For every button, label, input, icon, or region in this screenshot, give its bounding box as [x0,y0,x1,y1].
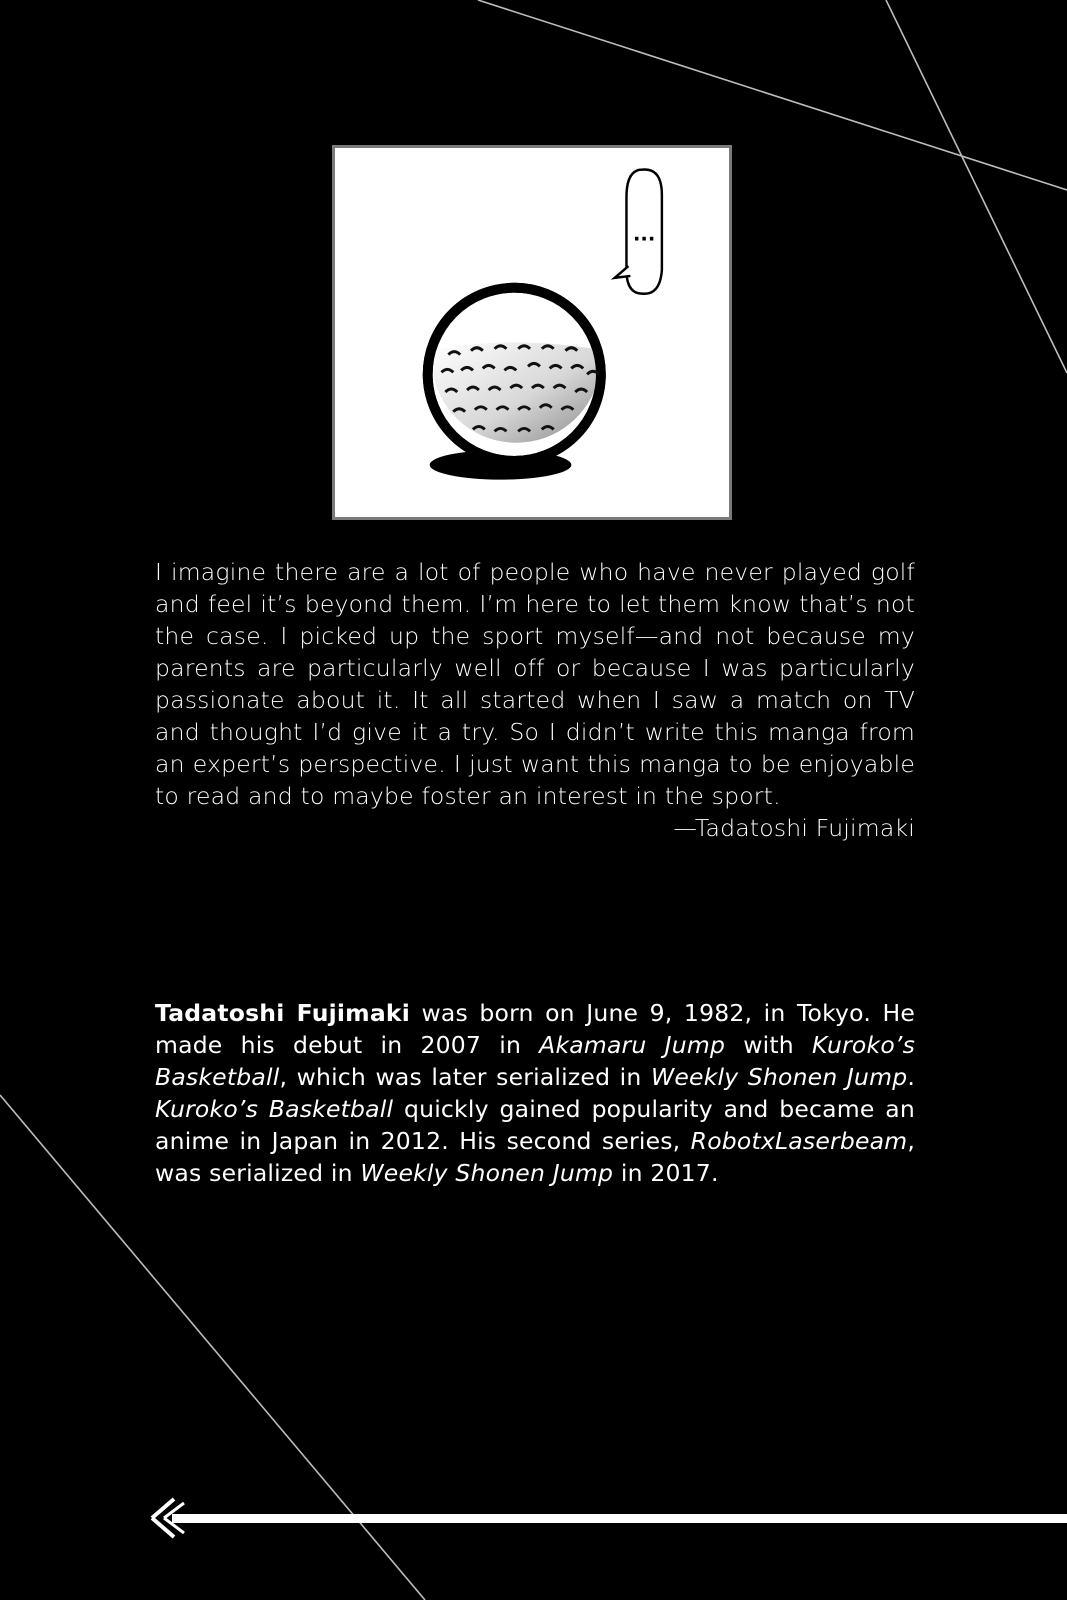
bio-text-segment: was born on June 9, 1982, in Tokyo. He made his debut in 2007 in [155,999,915,1059]
bio-text-segment: . [907,1063,915,1091]
bio-series-title: Kuroko’s Basketball [155,1095,394,1123]
speech-bubble-text: ... [632,222,656,246]
bio-text-segment: quickly gained popularity and became an anime in Japan in 2012. His second series, [155,1095,915,1155]
bio-author-name: Tadatoshi Fujimaki [155,999,411,1027]
left-arrow-icon[interactable] [150,1495,1067,1541]
golf-ball-illustration [332,145,732,520]
bio-text-segment: , was serialized in [155,1127,915,1187]
speech-bubble [615,170,662,294]
biography-text [155,997,915,1189]
bio-magazine-title: Akamaru Jump [539,1031,726,1059]
author-comment-text: I imagine there are a lot of people who have never played golf and feel it’s beyond them. I’m here to let them know that’s not the case. I picked up the sport myself—and not because my parents are particularly well off or because I was particularly passionate about it. It all started when I saw a match on TV and thought I’d give it a try. So I didn’t write this manga from an expert’s perspective. I just want this manga to be enjoyable to read and to maybe foster an interest in the sport. [155,558,915,810]
bio-text-segment: with [725,1031,812,1059]
author-biography [155,997,915,1189]
bio-series-title: Kuroko’s Basketball [155,1031,916,1091]
bio-series-title: RobotxLaserbeam [690,1127,908,1155]
bio-magazine-title: Weekly Shonen Jump [360,1159,614,1187]
bio-text-segment: , which was later serialized in [279,1063,651,1091]
golf-ball-drawing [335,148,729,517]
author-comment [155,556,915,844]
bio-magazine-title: Weekly Shonen Jump [650,1063,908,1091]
author-signature: —Tadatoshi Fujimaki [673,814,915,842]
bio-text-segment: in 2017. [613,1159,719,1187]
decorative-line-right [886,0,1067,373]
